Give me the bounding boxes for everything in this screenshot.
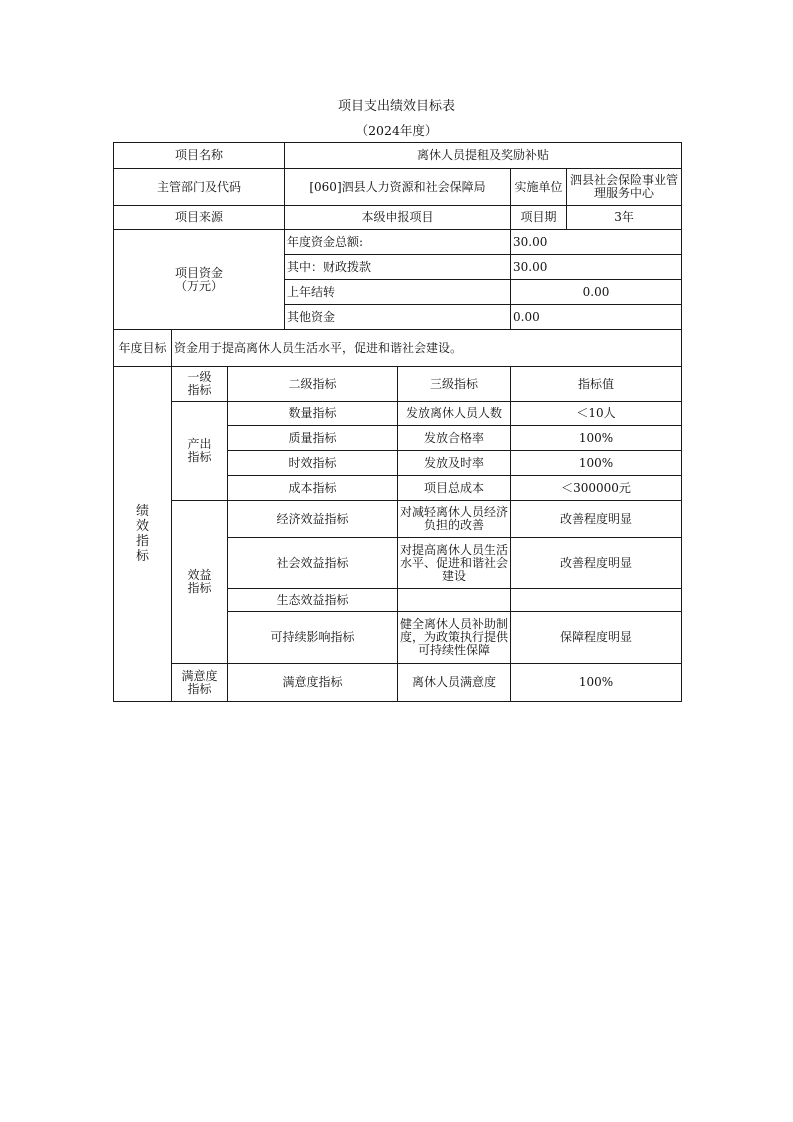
indicators-side-label-text: 绩效指标 [135, 504, 149, 564]
funds-label-line1: 项目资金 [174, 265, 223, 280]
value-cell: ＜10人 [511, 402, 682, 426]
value-cell: 保障程度明显 [511, 612, 682, 664]
level3-cell: 发放离休人员人数 [398, 402, 511, 426]
funds-row-label: 其中：财政拨款 [285, 255, 511, 280]
value-cell: 改善程度明显 [511, 538, 682, 589]
funds-row-value: 30.00 [511, 255, 682, 280]
level2-cell: 质量指标 [228, 426, 398, 451]
indicators-side-label [114, 367, 172, 702]
value-cell: 100% [511, 426, 682, 451]
dept-value: [060]泗县人力资源和社会保障局 [285, 169, 511, 206]
dept-label: 主管部门及代码 [114, 169, 285, 206]
project-name-value: 离休人员提租及奖励补贴 [285, 143, 682, 169]
header-value: 指标值 [511, 367, 682, 402]
funds-row-label: 年度资金总额: [285, 230, 511, 255]
table-row [114, 664, 682, 702]
value-cell [511, 589, 682, 612]
table-row [114, 330, 682, 367]
table-row [114, 206, 682, 230]
impl-unit-label: 实施单位 [511, 169, 567, 206]
period-value: 3年 [567, 206, 682, 230]
level2-cell: 社会效益指标 [228, 538, 398, 589]
value-cell: 100% [511, 451, 682, 476]
header-level3: 三级指标 [398, 367, 511, 402]
project-name-label: 项目名称 [114, 143, 285, 169]
table-row [114, 501, 682, 538]
table-row [114, 230, 682, 255]
satisfaction-label: 满意度指标 [172, 664, 228, 702]
level3-cell: 离休人员满意度 [398, 664, 511, 702]
output-label: 产出指标 [172, 402, 228, 501]
value-cell: ＜300000元 [511, 476, 682, 501]
annual-goal-label: 年度目标 [114, 330, 172, 367]
header-level2: 二级指标 [228, 367, 398, 402]
value-cell: 100% [511, 664, 682, 702]
level3-cell [398, 589, 511, 612]
level2-cell: 成本指标 [228, 476, 398, 501]
performance-table [113, 142, 682, 702]
source-label: 项目来源 [114, 206, 285, 230]
level2-cell: 时效指标 [228, 451, 398, 476]
funds-row-value: 0.00 [511, 305, 682, 330]
level3-cell: 健全离休人员补助制度，为政策执行提供可持续性保障 [398, 612, 511, 664]
funds-row-label: 上年结转 [285, 280, 511, 305]
funds-label [114, 230, 285, 330]
impl-unit-value: 泗县社会保险事业管理服务中心 [567, 169, 682, 206]
funds-row-value: 0.00 [511, 280, 682, 305]
level2-cell: 经济效益指标 [228, 501, 398, 538]
level2-cell: 数量指标 [228, 402, 398, 426]
source-value: 本级申报项目 [285, 206, 511, 230]
benefit-label: 效益指标 [172, 501, 228, 664]
level2-cell: 生态效益指标 [228, 589, 398, 612]
year-subtitle: （2024年度） [355, 123, 438, 138]
period-label: 项目期 [511, 206, 567, 230]
funds-row-label: 其他资金 [285, 305, 511, 330]
table-row [114, 169, 682, 206]
page-title: 项目支出绩效目标表 [337, 99, 455, 114]
header-level1: 一级指标 [172, 367, 228, 402]
level3-cell: 发放及时率 [398, 451, 511, 476]
level3-cell: 发放合格率 [398, 426, 511, 451]
annual-goal-value: 资金用于提高离休人员生活水平，促进和谐社会建设。 [172, 330, 682, 367]
funds-label-line2: （万元） [174, 278, 223, 293]
funds-row-value: 30.00 [511, 230, 682, 255]
table-row [114, 367, 682, 402]
table-row [114, 402, 682, 426]
level3-cell: 项目总成本 [398, 476, 511, 501]
level3-cell: 对提高离休人员生活水平、促进和谐社会建设 [398, 538, 511, 589]
table-row [114, 143, 682, 169]
level2-cell: 满意度指标 [228, 664, 398, 702]
level3-cell: 对减轻离休人员经济负担的改善 [398, 501, 511, 538]
level2-cell: 可持续影响指标 [228, 612, 398, 664]
value-cell: 改善程度明显 [511, 501, 682, 538]
